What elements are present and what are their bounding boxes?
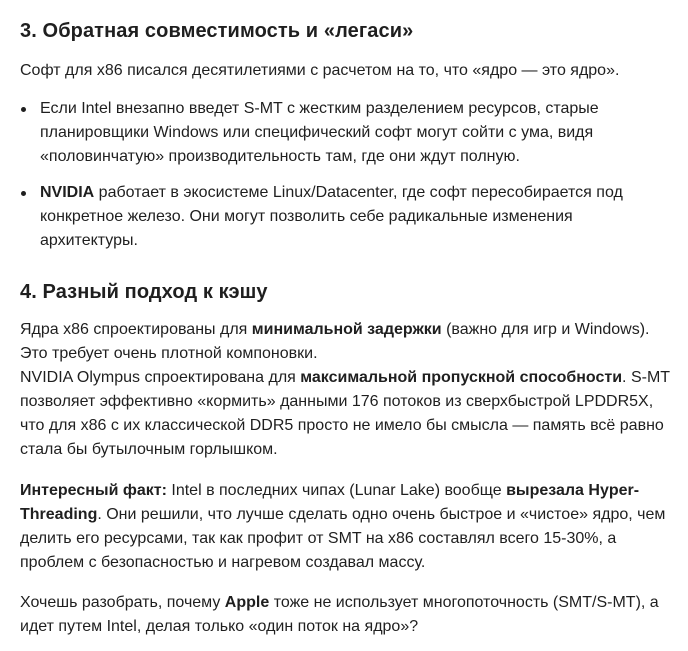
text-run: . Они решили, что лучше сделать одно очень быстрое и «чистое» ядро, чем делить его ресурсами, так как профит от SMT на x86 составлял всего 15-30%, а проблем с безопасностью и нагревом создавал массу. [20,506,666,571]
text-run: Ядра x86 спроектированы для [20,321,252,338]
section-4-heading: 4. Разный подход к кэшу [20,281,268,303]
interesting-fact-paragraph [20,479,672,575]
bold-run: максимальной пропускной способности [300,369,623,386]
section-3-intro: Софт для x86 писался десятилетиями с расчетом на то, что «ядро — это ядро». [20,62,620,79]
fact-label: Интересный факт: [20,482,167,499]
text-run: (важно для игр и Windows). Это требует очень плотной компоновки. [20,321,650,362]
bullet-dot-icon [21,191,26,196]
text-run: NVIDIA Olympus спроектирована для [20,369,301,386]
bullet-text: работает в экосистеме Linux/Datacenter, где софт пересобирается под конкретное железо. Они могут позволить себе радикальные изменения архитектуры. [40,184,623,249]
text-run: тоже не использует многопоточность (SMT/S-MT), а идет путем Intel, делая только «один поток на ядро»? [20,594,659,635]
text-run: . S-MT позволяет эффективно «кормить» данными 176 потоков из сверхбыстрой LPDDR5X, что для x86 с их классической DDR5 просто не имело бы смысла — память всё равно стала бы бутылочным горлышком. [20,369,670,458]
list-item [20,97,672,169]
bold-run: вырезала Hyper-Threading [20,482,640,523]
bullet-text: Если Intel внезапно введет S-MT с жестким разделением ресурсов, старые планировщики Windows или специфический софт могут сойти с ума, видя «половинчатую» производительность там, где они ждут полную. [40,100,599,165]
text-run: Intel в последних чипах (Lunar Lake) вообще [166,482,507,499]
section-3-bullet-list [20,97,672,265]
section-3-heading: 3. Обратная совместимость и «легаси» [20,20,414,42]
text-run: Хочешь разобрать, почему [20,594,225,611]
follow-up-question [20,591,672,639]
bold-run: минимальной задержки [251,321,442,338]
bullet-bold-term: NVIDIA [40,184,95,201]
bold-run: Apple [224,594,270,611]
list-item [20,181,672,253]
section-4-paragraph [20,318,672,462]
bullet-dot-icon [21,107,26,112]
